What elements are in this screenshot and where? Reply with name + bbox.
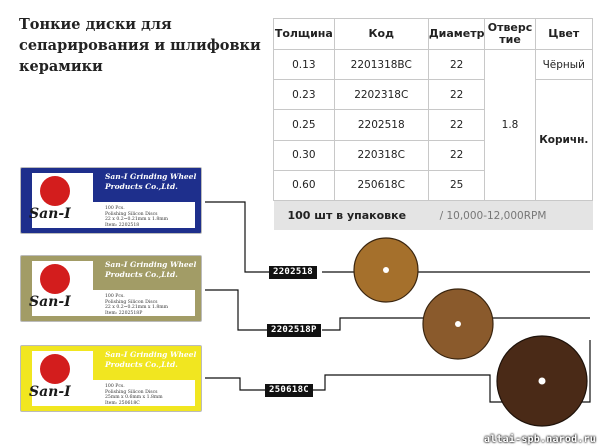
box-title: San-I Grinding Wheel Products Co.,Ltd. <box>105 350 197 369</box>
cell-thickness: 0.13 <box>274 50 335 80</box>
box-desc-line: Polishing Silicon Discs <box>105 299 158 305</box>
connector-line-1 <box>205 202 270 272</box>
cell-thickness: 0.30 <box>274 140 335 170</box>
disc-hole <box>455 321 461 327</box>
page-title: Тонкие диски для сепарирования и шлифовки керамики <box>19 16 261 75</box>
box-description <box>105 294 202 316</box>
header-thickness: Толщина <box>274 19 335 50</box>
connector-line-2 <box>205 290 268 330</box>
box-desc-line: Item: 2202518 <box>105 222 140 228</box>
footer-rpm: / 10,000-12,000RPM <box>439 209 547 222</box>
cell-thickness: 0.25 <box>274 110 335 140</box>
disc-hole <box>383 267 389 273</box>
box-desc-line: 100 Pcs. <box>105 206 125 211</box>
cell-diameter: 22 <box>428 110 485 140</box>
connector-line-2b <box>322 318 420 330</box>
box-desc-line: Item: 2202518P <box>105 310 143 316</box>
header-color: Цвет <box>535 19 592 50</box>
cell-code: 250618C <box>334 170 428 200</box>
box-desc-line: 100 Pcs. <box>105 384 125 389</box>
product-box-yellow <box>20 345 202 412</box>
box-description <box>105 384 202 406</box>
box-title: San-I Grinding Wheel Products Co.,Ltd. <box>105 172 197 191</box>
box-desc-line: 22 x 0.2~0.21mm x 1.8mm <box>105 305 168 311</box>
code-label-3: 250618C <box>265 384 313 397</box>
code-label-2: 2202518P <box>267 324 321 337</box>
san-i-logo-icon <box>40 176 70 206</box>
cell-diameter: 25 <box>428 170 485 200</box>
cell-diameter: 22 <box>428 80 485 110</box>
cell-thickness: 0.60 <box>274 170 335 200</box>
cell-color-black: Чёрный <box>535 50 592 80</box>
cell-thickness: 0.23 <box>274 80 335 110</box>
cell-diameter: 22 <box>428 140 485 170</box>
san-i-logo-icon <box>40 264 70 294</box>
watermark: altai-spb.narod.ru <box>484 434 596 445</box>
san-i-logo-icon <box>40 354 70 384</box>
box-desc-line: Item: 250618C <box>105 400 140 406</box>
brand-name: San-I <box>29 294 71 310</box>
product-box-blue <box>20 167 202 234</box>
brand-name: San-I <box>29 206 71 222</box>
connector-line-3 <box>205 378 266 390</box>
box-description <box>105 206 202 228</box>
brand-name: San-I <box>29 384 71 400</box>
header-hole: Отверс тие <box>485 19 535 50</box>
box-desc-line: Polishing Silicon Discs <box>105 389 158 395</box>
cell-hole: 1.8 <box>485 50 535 201</box>
disc-hole <box>539 378 546 385</box>
box-desc-line: 25mm x 0.6mm x 1.8mm <box>105 395 163 401</box>
cell-code: 2202318C <box>334 80 428 110</box>
cell-code: 2202518 <box>334 110 428 140</box>
cell-color-brown: Коричн. <box>535 80 592 201</box>
header-code: Код <box>334 19 428 50</box>
box-desc-line: 22 x 0.2~0.21mm x 1.8mm <box>105 217 168 223</box>
cell-code: 220318C <box>334 140 428 170</box>
code-label-1: 2202518 <box>269 266 317 279</box>
footer-quantity: 100 шт в упаковке <box>287 208 407 222</box>
box-desc-line: Polishing Silicon Discs <box>105 211 158 217</box>
box-title: San-I Grinding Wheel Products Co.,Ltd. <box>105 260 197 279</box>
product-box-olive <box>20 255 202 322</box>
header-diameter: Диаметр <box>428 19 485 50</box>
cell-code: 2201318BC <box>334 50 428 80</box>
cell-diameter: 22 <box>428 50 485 80</box>
box-desc-line: 100 Pcs. <box>105 294 125 299</box>
